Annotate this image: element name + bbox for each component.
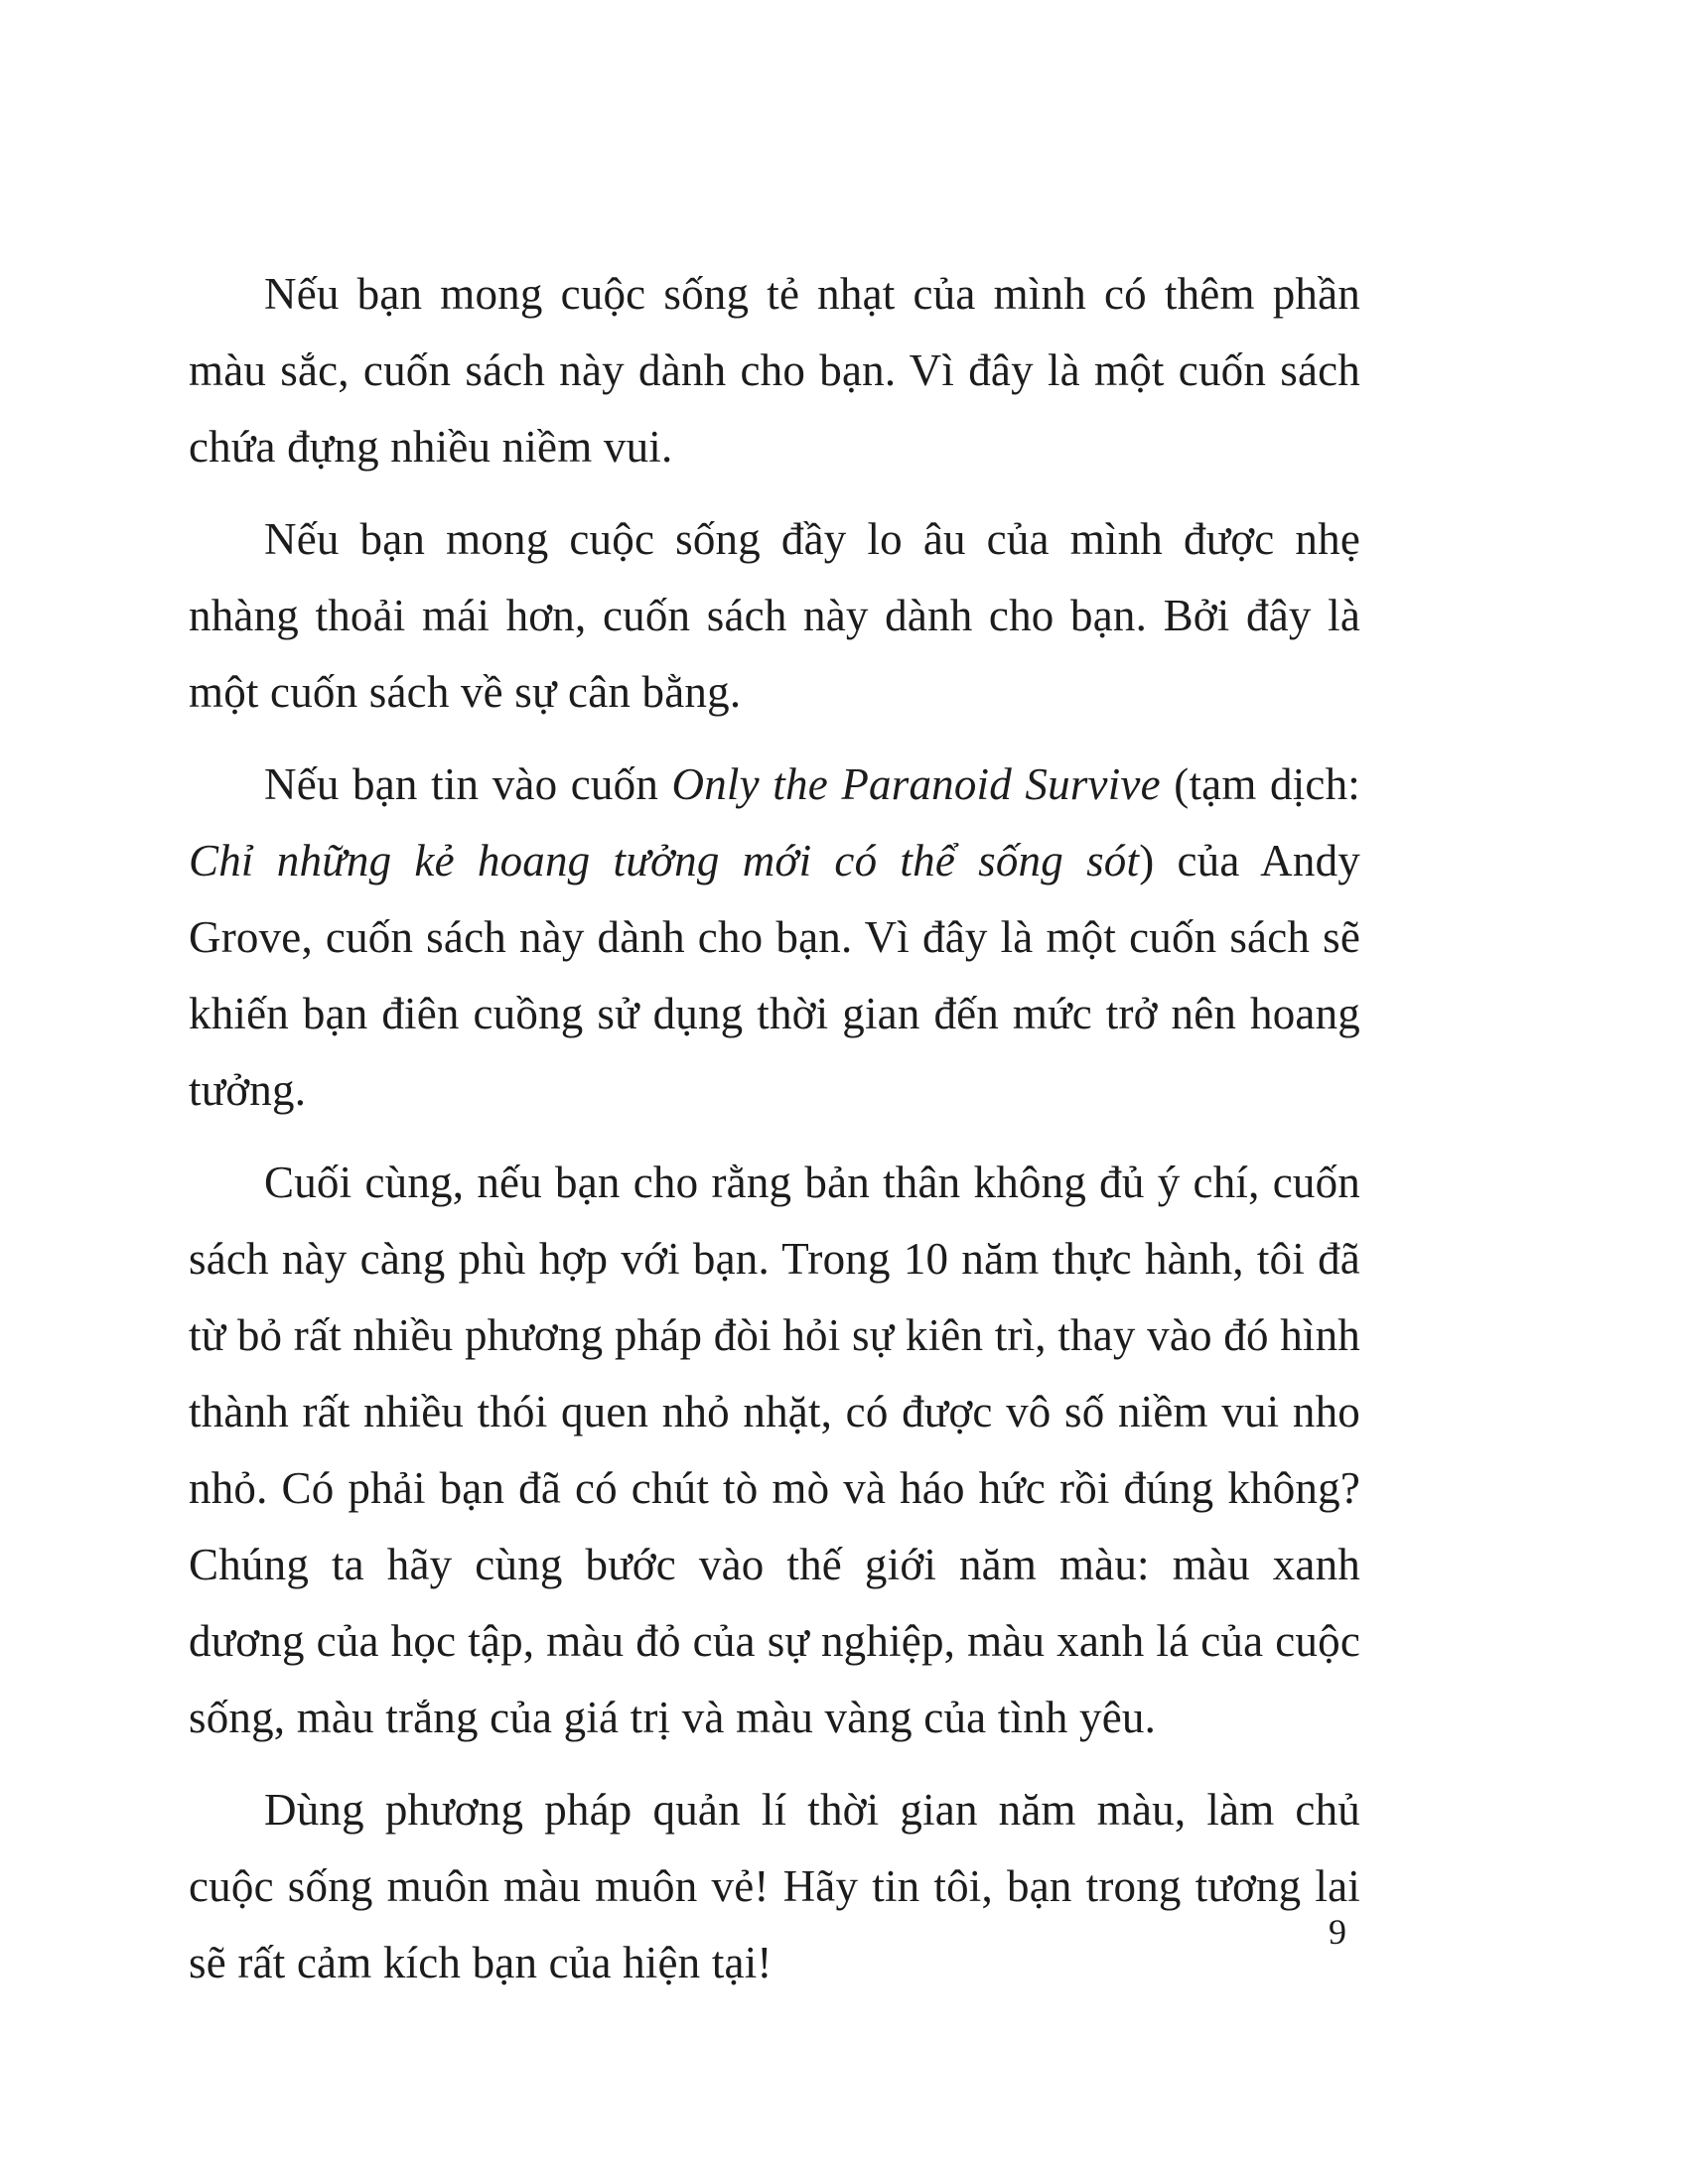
book-title-translation-segment: Chỉ những kẻ hoang tưởng mới có thể sống sót — [189, 836, 1140, 886]
text-segment: Nếu bạn mong cuộc sống tẻ nhạt của mình có thêm phần màu sắc, cuốn sách này dành cho bạn. Vì đây là một cuốn sách chứa đựng nhiều niềm vui. — [189, 269, 1360, 472]
paragraph-1 — [189, 256, 1360, 485]
page-number: 9 — [1329, 1912, 1346, 1952]
text-block — [189, 256, 1360, 2017]
book-title-segment: Only the Paranoid Survive — [671, 759, 1161, 809]
text-segment: Nếu bạn mong cuộc sống đầy lo âu của mình được nhẹ nhàng thoải mái hơn, cuốn sách này dành cho bạn. Bởi đây là một cuốn sách về sự cân bằng. — [189, 514, 1360, 717]
paragraph-3 — [189, 747, 1360, 1129]
paragraph-5 — [189, 1772, 1360, 2001]
text-segment: ) của Andy Grove, cuốn sách này dành cho bạn. Vì đây là một cuốn sách sẽ khiến bạn điên cuồng sử dụng thời gian đến mức trở nên hoang tưởng. — [189, 836, 1360, 1115]
text-segment: Dùng phương pháp quản lí thời gian năm màu, làm chủ cuộc sống muôn màu muôn vẻ! Hãy tin tôi, bạn trong tương lai sẽ rất cảm kích bạn của hiện tại! — [189, 1785, 1360, 1987]
text-segment: (tạm dịch: — [1160, 759, 1360, 809]
text-segment: Nếu bạn tin vào cuốn — [264, 759, 672, 809]
paragraph-4 — [189, 1145, 1360, 1756]
text-segment: Cuối cùng, nếu bạn cho rằng bản thân không đủ ý chí, cuốn sách này càng phù hợp với bạn. Trong 10 năm thực hành, tôi đã từ bỏ rất nhiều phương pháp đòi hỏi sự kiên trì, thay vào đó hình thành rất nhiều thói quen nhỏ nhặt, có được vô số niềm vui nho nhỏ. Có phải bạn đã có chút tò mò và háo hức rồi đúng không? Chúng ta hãy cùng bước vào thế giới năm màu: màu xanh dương của học tập, màu đỏ của sự nghiệp, màu xanh lá của cuộc sống, màu trắng của giá trị và màu vàng của tình yêu. — [189, 1158, 1360, 1742]
paragraph-2 — [189, 501, 1360, 731]
